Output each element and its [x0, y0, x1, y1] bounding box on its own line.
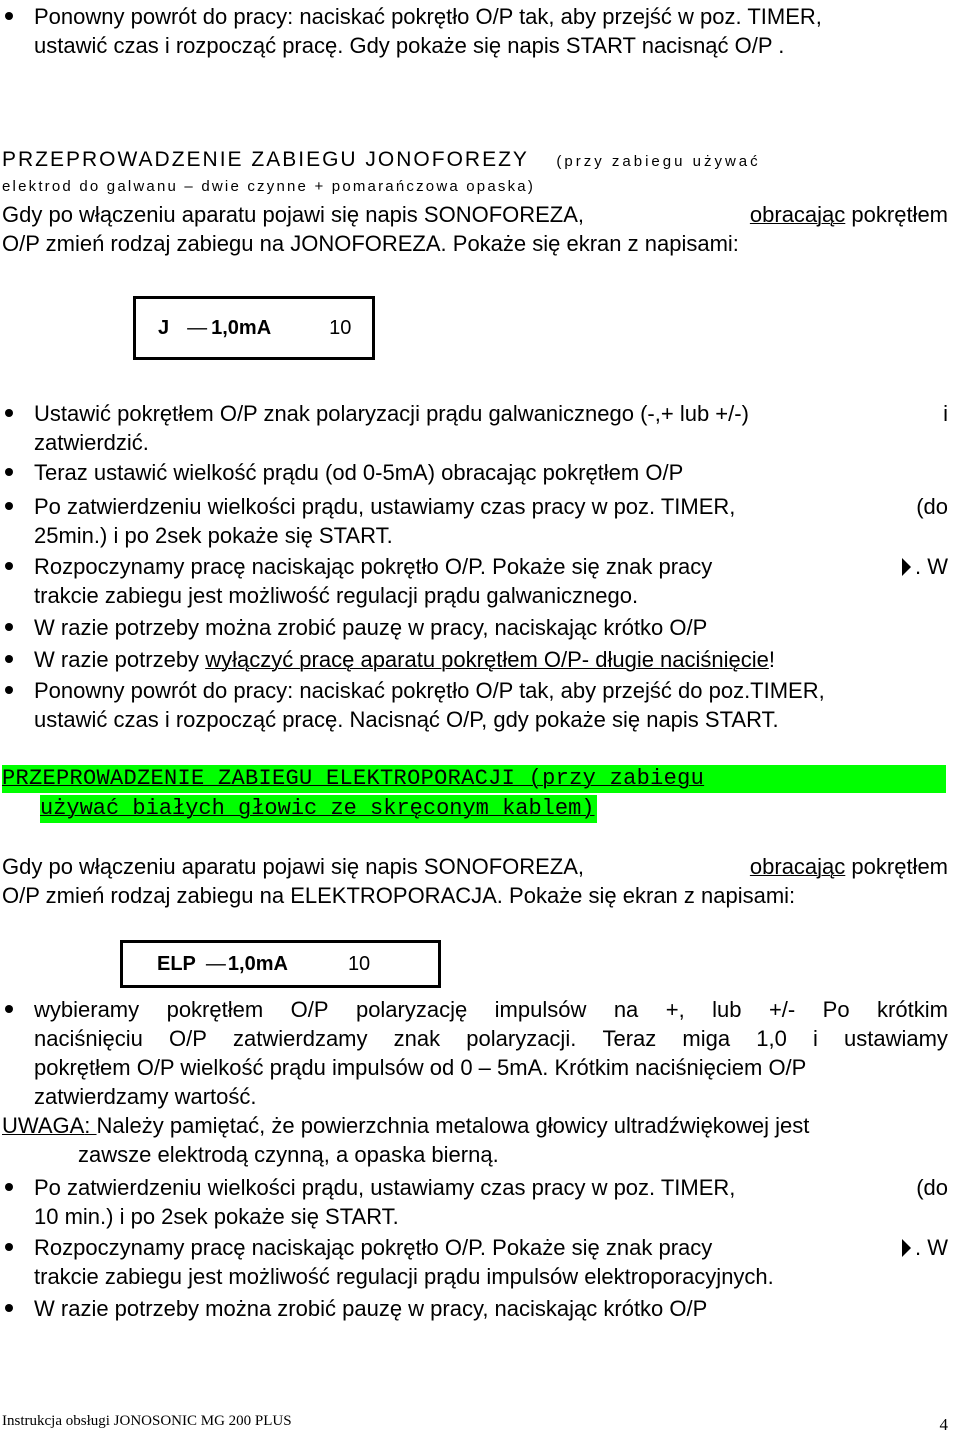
word: znak	[393, 1026, 441, 1051]
bullet-icon	[5, 12, 13, 20]
warning-note-cont: zawsze elektrodą czynną, a opaska bierną.	[78, 1142, 499, 1167]
jono-bullet-7-cont: ustawić czas i rozpocząć pracę. Nacisnąć O/P, gdy pokaże się napis START.	[34, 707, 779, 732]
page-number: 4	[939, 1415, 948, 1434]
word: pokrętłem	[166, 997, 264, 1022]
bullet-icon	[5, 623, 13, 631]
word: wybieramy	[34, 997, 140, 1022]
bullet-icon	[5, 1183, 13, 1191]
bullet-icon	[5, 1005, 13, 1013]
jono-bullet-3: Po zatwierdzeniu wielkości prądu, ustawiamy czas pracy w poz. TIMER, (do	[34, 494, 948, 519]
elektro-bullet-1-line-1	[34, 995, 948, 1024]
elektro-paragraph-1: Gdy po włączeniu aparatu pojawi się napis SONOFOREZA, obracając pokrętłem	[2, 854, 948, 879]
elektro-bullet-2-cont: 10 min.) i po 2sek pokaże się START.	[34, 1204, 399, 1229]
elektro-display-screen: ELP — 1,0mA 10	[120, 940, 441, 988]
bullet-icon	[5, 686, 13, 694]
jono-paragraph-2: O/P zmień rodzaj zabiegu na JONOFOREZA. Pokaże się ekran z napisami:	[2, 231, 739, 256]
word: impulsów	[494, 997, 587, 1022]
intro-line-2: ustawić czas i rozpocząć pracę. Gdy pokaże się napis START nacisnąć O/P .	[34, 33, 785, 58]
jono-bullet-1-cont: zatwierdzić.	[34, 430, 149, 455]
word: naciśnięciu	[34, 1026, 143, 1051]
word: Teraz	[602, 1026, 657, 1051]
bullet-icon	[5, 1304, 13, 1312]
elektro-paragraph-2: O/P zmień rodzaj zabiegu na ELEKTROPORACJA. Pokaże się ekran z napisami:	[2, 883, 796, 908]
play-icon	[902, 1239, 911, 1257]
jono-display-screen: J — 1,0mA 10	[133, 296, 375, 360]
jono-bullet-5: W razie potrzeby można zrobić pauzę w pracy, naciskając krótko O/P	[34, 615, 708, 640]
word: 1,0	[756, 1026, 787, 1051]
word: na	[613, 997, 639, 1022]
play-icon	[902, 558, 911, 576]
intro-line-1: Ponowny powrót do pracy: naciskać pokrętło O/P tak, aby przejść w poz. TIMER,	[34, 4, 822, 29]
elektro-bullet-1-line-3: pokrętłem O/P wielkość prądu impulsów od 0 – 5mA. Krótkim naciśnięciem O/P	[34, 1055, 807, 1080]
elektro-heading-line2: używać białych głowic ze skręconym kablem)	[40, 796, 595, 821]
word: ustawiamy	[844, 1026, 948, 1051]
jono-heading-line1: PRZEPROWADZENIE ZABIEGU JONOFOREZY (przy zabiegu używać	[2, 148, 761, 171]
word: O/P	[168, 1026, 207, 1051]
jono-bullet-3-cont: 25min.) i po 2sek pokaże się START.	[34, 523, 393, 548]
bullet-icon	[5, 409, 13, 417]
jono-bullet-6: W razie potrzeby wyłączyć pracę aparatu pokrętłem O/P- długie naciśnięcie!	[34, 647, 776, 672]
jono-bullet-4-cont: trakcie zabiegu jest możliwość regulacji prądu galwanicznego.	[34, 583, 639, 608]
elektro-bullet-4: W razie potrzeby można zrobić pauzę w pracy, naciskając krótko O/P	[34, 1296, 708, 1321]
word: O/P	[290, 997, 329, 1022]
elektro-heading-line1: PRZEPROWADZENIE ZABIEGU ELEKTROPORACJI (przy zabiegu	[2, 765, 946, 793]
word: polaryzacji.	[466, 1026, 577, 1051]
bullet-icon	[5, 502, 13, 510]
bullet-icon	[5, 562, 13, 570]
jono-bullet-7: Ponowny powrót do pracy: naciskać pokrętło O/P tak, aby przejść do poz.TIMER,	[34, 678, 825, 703]
word: i	[812, 1026, 818, 1051]
bullet-icon	[5, 468, 13, 476]
word: polaryzację	[355, 997, 468, 1022]
jono-heading-line2: elektrod do galwanu – dwie czynne + pomarańczowa opaska)	[2, 178, 536, 195]
elektro-bullet-3-cont: trakcie zabiegu jest możliwość regulacji prądu impulsów elektroporacyjnych.	[34, 1264, 774, 1289]
jono-bullet-2: Teraz ustawić wielkość prądu (od 0-5mA) obracając pokrętłem O/P	[34, 460, 684, 485]
jono-paragraph-1: Gdy po włączeniu aparatu pojawi się napis SONOFOREZA, obracając pokrętłem	[2, 202, 948, 227]
word: zatwierdzamy	[233, 1026, 368, 1051]
word: miga	[682, 1026, 731, 1051]
elektro-bullet-1-line-4: zatwierdzamy wartość.	[34, 1084, 257, 1109]
warning-note: UWAGA: Należy pamiętać, że powierzchnia metalowa głowicy ultradźwiękowej jest	[2, 1113, 810, 1138]
elektro-bullet-1-line-2	[34, 1024, 948, 1053]
word: lub	[712, 997, 742, 1022]
word: Po	[822, 997, 850, 1022]
footer-title: Instrukcja obsługi JONOSONIC MG 200 PLUS	[2, 1413, 292, 1429]
elektro-bullet-2: Po zatwierdzeniu wielkości prądu, ustawiamy czas pracy w poz. TIMER, (do	[34, 1175, 948, 1200]
word: krótkim	[877, 997, 948, 1022]
jono-bullet-4: Rozpoczynamy pracę naciskając pokrętło O/P. Pokaże się znak pracy . W	[34, 554, 948, 579]
bullet-icon	[5, 1243, 13, 1251]
elektro-bullet-3: Rozpoczynamy pracę naciskając pokrętło O/P. Pokaże się znak pracy . W	[34, 1235, 948, 1260]
word: +/-	[768, 997, 796, 1022]
jono-bullet-1: Ustawić pokrętłem O/P znak polaryzacji prądu galwanicznego (-,+ lub +/-) i	[34, 401, 948, 426]
word: +,	[665, 997, 685, 1022]
bullet-icon	[5, 655, 13, 663]
